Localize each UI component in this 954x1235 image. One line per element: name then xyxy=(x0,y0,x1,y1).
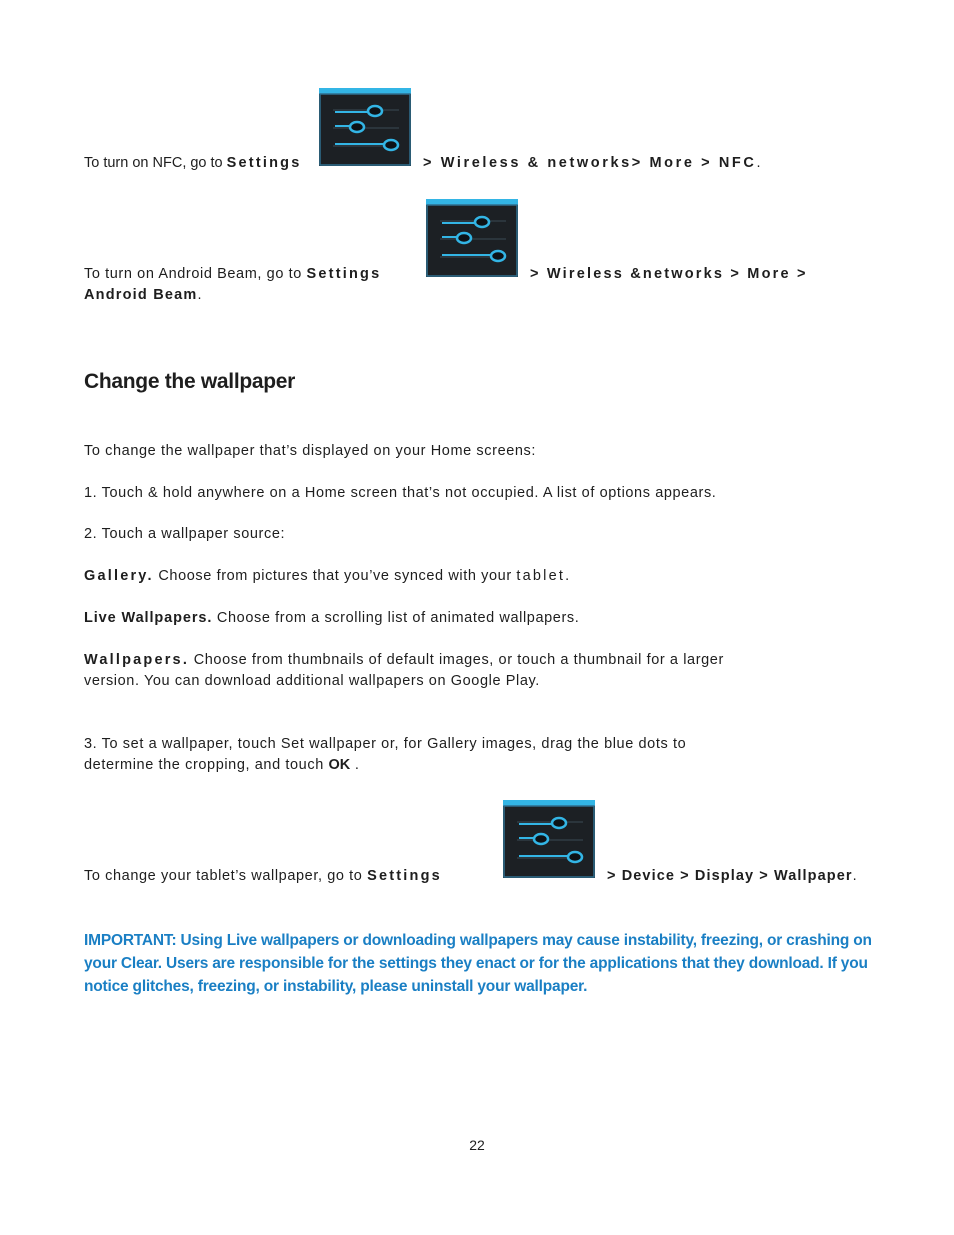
nfc-prefix: To turn on NFC, go to xyxy=(84,155,227,171)
nfc-path-text: > Wireless & networks> More > NFC xyxy=(423,155,757,171)
step-1: 1. Touch & hold anywhere on a Home screen that’s not occupied. A list of options appears. xyxy=(84,485,717,501)
change-end: . xyxy=(852,868,858,884)
change-wallpaper-instruction xyxy=(84,868,442,884)
important-notice: IMPORTANT: Using Live wallpapers or downloading wallpapers may cause instability, freezing, or crashing on your Clear. Users are responsible for the settings they enact or for the applications that they download. If you notice glitches, freezing, or instability, please uninstall your wallpaper. xyxy=(84,932,872,995)
beam-android-beam: Android Beam xyxy=(84,287,198,303)
step-3-end: . xyxy=(350,757,360,773)
change-prefix: To change your tablet’s wallpaper, go to xyxy=(84,868,368,884)
beam-settings-label: Settings xyxy=(306,266,382,282)
settings-sliders-icon xyxy=(319,88,411,166)
beam-path-line2 xyxy=(84,287,202,303)
live-label: Live Wallpapers. xyxy=(84,610,213,626)
wallpapers-item-line2: version. You can download additional wallpapers on Google Play. xyxy=(84,673,540,689)
beam-path-text: > Wireless &networks > More > xyxy=(530,266,808,282)
beam-instruction xyxy=(84,266,381,282)
live-text: Choose from a scrolling list of animated wallpapers. xyxy=(212,610,580,626)
wallpapers-item xyxy=(84,652,724,668)
settings-sliders-icon xyxy=(503,800,595,878)
gallery-tablet: tablet xyxy=(516,568,566,584)
beam-path xyxy=(530,266,808,282)
step-3-line2 xyxy=(84,757,360,773)
beam-prefix: To turn on Android Beam, go to xyxy=(84,266,307,282)
page-number: 22 xyxy=(469,1137,485,1153)
nfc-path xyxy=(423,155,761,171)
nfc-end: . xyxy=(756,155,761,171)
wallpapers-text: Choose from thumbnails of default images, or touch a thumbnail for a larger xyxy=(189,652,724,668)
gallery-label: Gallery. xyxy=(84,568,154,584)
change-path-text: > Device > Display > Wallpaper xyxy=(607,868,853,884)
nfc-instruction xyxy=(84,155,301,171)
gallery-item xyxy=(84,568,570,584)
live-wallpapers-item xyxy=(84,610,579,626)
step-2: 2. Touch a wallpaper source: xyxy=(84,526,286,542)
beam-end: . xyxy=(197,287,203,303)
nfc-settings-label: Settings xyxy=(226,155,302,171)
settings-sliders-icon xyxy=(426,199,518,277)
intro-text: To change the wallpaper that’s displayed on your Home screens: xyxy=(84,443,537,459)
change-settings-label: Settings xyxy=(367,868,442,884)
section-heading: Change the wallpaper xyxy=(84,370,296,393)
step-3: 3. To set a wallpaper, touch Set wallpaper or, for Gallery images, drag the blue dots to xyxy=(84,736,687,752)
step-3-text: determine the cropping, and touch xyxy=(84,757,329,773)
gallery-end: . xyxy=(565,568,570,584)
ok-label: OK xyxy=(328,757,351,773)
change-path xyxy=(607,868,857,884)
gallery-text: Choose from pictures that you’ve synced with your xyxy=(153,568,517,584)
wallpapers-label: Wallpapers. xyxy=(84,652,190,668)
